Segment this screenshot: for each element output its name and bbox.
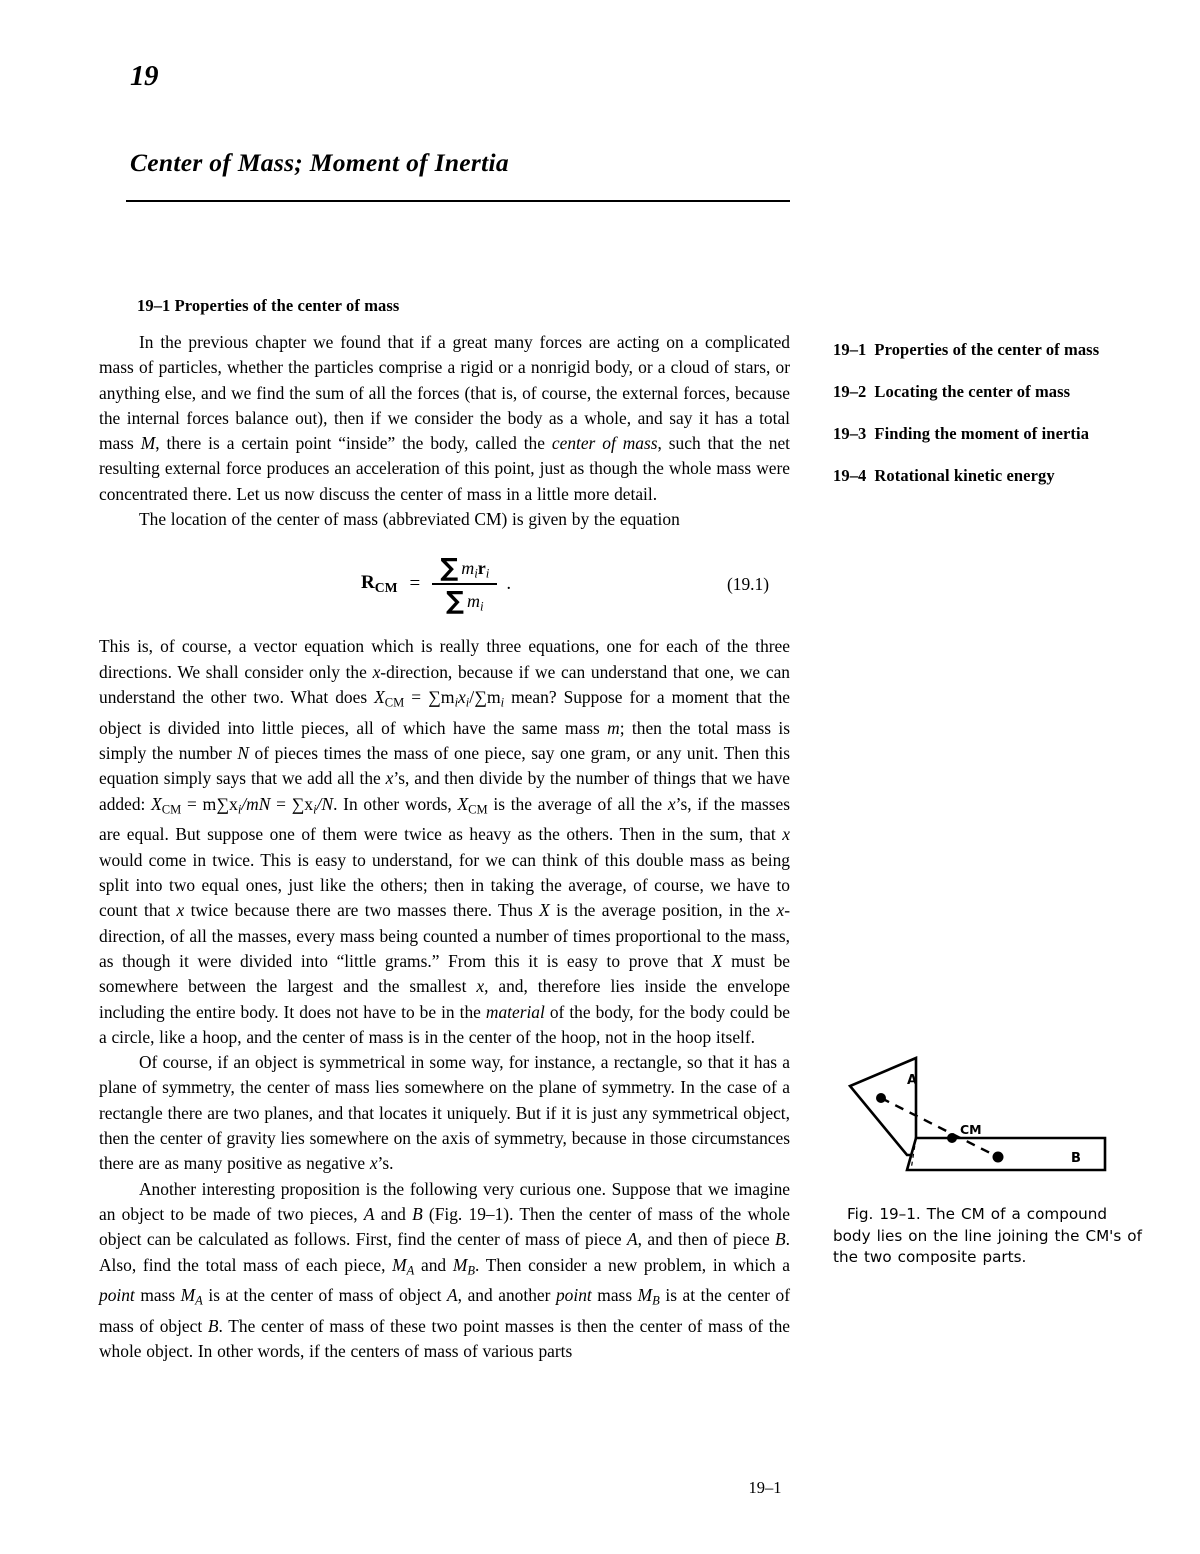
math-sub-i: i bbox=[454, 695, 459, 710]
math-B: B bbox=[412, 1203, 423, 1224]
summation-icon: ∑ bbox=[440, 553, 459, 583]
figure-label-cm: CM bbox=[960, 1122, 982, 1137]
math-x: x bbox=[369, 1153, 378, 1174]
equation-lhs-symbol: R bbox=[361, 572, 375, 594]
math-sub-i: i bbox=[465, 695, 470, 710]
toc-item-number: 19–1 bbox=[833, 340, 867, 359]
text-run: ’s, if the masses are equal. But suppose one of them were twice as heavy as the others. Then in the sum, that bbox=[99, 793, 790, 845]
text-run: Of course, if an object is symmetrical in some way, for instance, a rectangle, so that it has a plane of symmetry, the center of mass lies somewhere on the plane of symmetry. In the case of a rectangle there are two planes, and that locates it uniquely. But if it is just any symmetrical object, then the center of gravity lies somewhere on the axis of symmetry, because in those circumstances there are as many positive as negative bbox=[99, 1052, 790, 1174]
text-run: = bbox=[404, 686, 429, 707]
emphasis-point: point bbox=[555, 1285, 592, 1306]
text-run: mass bbox=[134, 1285, 181, 1306]
math-A: A bbox=[363, 1203, 375, 1224]
toc-item-19-4 bbox=[833, 466, 1163, 486]
math-X: X bbox=[151, 793, 162, 814]
math-B: B bbox=[207, 1316, 219, 1337]
math-x: x bbox=[372, 661, 381, 682]
text-run: (Fig. 19–1). Then the center of mass of the whole object can be calculated as follows. First, find the center of mass of piece bbox=[99, 1203, 791, 1250]
body-column bbox=[99, 296, 790, 1365]
numerator-m: m bbox=[461, 558, 475, 579]
text-run: In the previous chapter we found that if a great many forces are acting on a complicated mass of particles, whether the particles comprise a rigid or a nonrigid body, or a cloud of stars, or anything else, and we find the sum of all the forces (that is, of course, the external forces, because the internal forces balance out), then if we consider the body as a whole, and say it has a total mass bbox=[99, 332, 790, 454]
caption-line-3: the two composite parts. bbox=[833, 1248, 1027, 1266]
toc-item-19-3 bbox=[833, 424, 1163, 444]
text-run: would come in twice. This is easy to understand, for we can think of this double mass as being split into two equal ones, just like the others; then in taking the average, of course, we have to count that bbox=[99, 849, 790, 921]
text-run: is at the center of mass of object bbox=[99, 1285, 790, 1337]
text-run: Another interesting proposition is the following very curious one. Suppose that we imagine an object to be made of two pieces, bbox=[99, 1178, 790, 1224]
cm-point-a bbox=[876, 1093, 886, 1103]
paragraph-location-lead bbox=[99, 507, 790, 532]
math-x: x bbox=[782, 824, 790, 845]
math-sum-m: ∑m bbox=[428, 686, 455, 707]
math-X-sub: CM bbox=[161, 802, 182, 817]
math-X: X bbox=[374, 686, 385, 707]
math-x: x bbox=[458, 686, 466, 707]
text-run: of the body, for the body could be a circle, like a hoop, and the center of mass is in the center of the hoop, not in the hoop itself. bbox=[99, 1001, 790, 1047]
toc-item-label: Rotational kinetic energy bbox=[874, 466, 1055, 485]
math-X-sub: CM bbox=[384, 695, 405, 710]
text-run: and bbox=[374, 1203, 413, 1224]
text-run: twice because there are two masses there. Thus bbox=[184, 900, 540, 921]
text-run: and bbox=[414, 1254, 453, 1275]
math-x: x bbox=[385, 768, 394, 789]
math-x: x bbox=[776, 900, 785, 921]
summation-icon: ∑ bbox=[446, 585, 464, 615]
text-run: ; then the total mass is simply the number bbox=[99, 717, 790, 764]
paragraph-symmetry bbox=[99, 1050, 790, 1176]
paragraph-two-pieces bbox=[99, 1177, 790, 1365]
text-run: , there is a certain point “inside” the body, called the bbox=[155, 433, 552, 454]
text-run: . The center of mass of these two point masses is then the center of mass of the whole object. In other words, if the centers of mass of various parts bbox=[99, 1316, 790, 1362]
equation-equals: = bbox=[409, 573, 421, 595]
cm-point-composite bbox=[947, 1133, 957, 1143]
text-run: The location of the center of mass (abbreviated CM) is given by the equation bbox=[139, 509, 680, 530]
math-X: X bbox=[457, 793, 469, 814]
cm-point-b bbox=[993, 1152, 1004, 1163]
denominator-m-sub: i bbox=[479, 598, 484, 614]
math-X: X bbox=[711, 950, 723, 971]
text-run: mass bbox=[591, 1285, 638, 1306]
emphasis-point: point bbox=[99, 1285, 135, 1306]
equation-period: . bbox=[506, 573, 512, 595]
denominator-m: m bbox=[466, 590, 480, 611]
caption-line-2: body lies on the line joining the CM's of bbox=[833, 1226, 1142, 1245]
math-A: A bbox=[627, 1229, 638, 1250]
math-x: x bbox=[476, 976, 485, 997]
figure-19-1-artwork bbox=[833, 1040, 1163, 1190]
equation-fraction bbox=[432, 552, 497, 615]
math-M-sub-A: A bbox=[195, 1293, 203, 1308]
math-M: M bbox=[637, 1285, 653, 1306]
figure-19-1-caption bbox=[833, 1204, 1151, 1269]
math-M: M bbox=[140, 433, 156, 454]
numerator-r: r bbox=[477, 558, 486, 579]
math-B: B bbox=[775, 1229, 786, 1250]
equation-number: (19.1) bbox=[727, 574, 770, 595]
chapter-contents-list bbox=[833, 340, 1163, 508]
math-x: x bbox=[667, 793, 676, 814]
toc-item-number: 19–2 bbox=[833, 382, 867, 401]
math-N: N bbox=[237, 743, 249, 764]
header-divider bbox=[126, 200, 790, 202]
text-run: mean? Suppose for a moment that the object is divided into little pieces, all of which have the same mass bbox=[99, 686, 790, 738]
chapter-number: 19 bbox=[130, 60, 158, 92]
text-run: . In other words, bbox=[333, 793, 458, 814]
display-equation-19-1 bbox=[99, 546, 790, 620]
page-number bbox=[0, 1478, 1200, 1498]
text-run: is at the center of mass of object bbox=[202, 1285, 448, 1306]
page-number-text: 19–1 bbox=[748, 1478, 782, 1497]
emphasis-center-of-mass: center of mass bbox=[551, 433, 658, 454]
math-M: M bbox=[180, 1285, 196, 1306]
math-A: A bbox=[447, 1285, 458, 1306]
text-run: , such that the net resulting external force produces an acceleration of this point, just as though the whole mass were concentrated there. Let us now discuss the center of mass in a little more detail. bbox=[99, 433, 790, 504]
toc-item-label: Finding the moment of inertia bbox=[874, 424, 1090, 443]
math-sum-x: ∑x bbox=[291, 793, 314, 814]
text-run: is the average of all the bbox=[487, 793, 668, 814]
text-run: is the average position, in the bbox=[549, 900, 777, 921]
toc-item-19-2 bbox=[833, 382, 1163, 402]
math-over-mN: /mN bbox=[241, 793, 271, 814]
toc-item-number: 19–4 bbox=[833, 466, 867, 485]
text-run: , and, therefore lies inside the envelope including the entire body. It does not have to be in the bbox=[99, 976, 790, 1022]
paragraph-vector-equation bbox=[99, 634, 790, 1050]
chapter-title: Center of Mass; Moment of Inertia bbox=[130, 148, 509, 177]
numerator-m-sub: i bbox=[474, 566, 478, 581]
math-X: X bbox=[539, 900, 550, 921]
math-sub-i: i bbox=[237, 802, 242, 817]
equation-numerator bbox=[432, 552, 497, 583]
math-M-sub-B: B bbox=[467, 1263, 475, 1277]
text-run: This is, of course, a vector equation which is really three equations, one for each of the three directions. We shall consider only the bbox=[99, 636, 790, 682]
text-run: -direction, because if we can understand that one, we can understand the other two. What does bbox=[99, 661, 790, 707]
math-sum-m: /∑m bbox=[469, 686, 501, 707]
math-X-sub: CM bbox=[468, 802, 488, 817]
equation-lhs bbox=[361, 572, 398, 596]
text-run: . Also, find the total mass of each piece, bbox=[99, 1229, 791, 1275]
paragraph-properties-intro bbox=[99, 330, 790, 507]
text-run: ’s, and then divide by the number of things that we have added: bbox=[99, 768, 790, 814]
equation-denominator bbox=[438, 585, 492, 616]
math-m: m bbox=[607, 717, 620, 738]
math-M: M bbox=[452, 1254, 468, 1275]
text-run: of pieces times the mass of one piece, say one gram, or any unit. Then this equation simply says that we add all the bbox=[99, 743, 790, 789]
toc-item-label: Locating the center of mass bbox=[874, 382, 1071, 401]
toc-item-19-1 bbox=[833, 340, 1163, 360]
toc-item-label: Properties of the center of mass bbox=[874, 340, 1100, 359]
caption-line-1: Fig. 19–1. The CM of a compound bbox=[847, 1205, 1108, 1223]
math-sub-i: i bbox=[500, 695, 505, 710]
math-M-sub-B: B bbox=[652, 1293, 660, 1308]
text-run: . Then consider a new problem, in which a bbox=[474, 1254, 790, 1275]
text-run: , and then of piece bbox=[637, 1229, 776, 1250]
math-msum-x: m∑x bbox=[202, 793, 238, 814]
figure-label-b: B bbox=[1071, 1151, 1081, 1166]
text-run: = bbox=[270, 793, 292, 814]
text-run: must be somewhere between the largest and the smallest bbox=[99, 950, 790, 997]
figure-19-1 bbox=[833, 1040, 1163, 1269]
text-run: ’s. bbox=[377, 1153, 394, 1174]
text-run: , and another bbox=[457, 1285, 556, 1306]
text-run: = bbox=[181, 793, 203, 814]
compound-body-diagram bbox=[833, 1040, 1163, 1190]
figure-label-a: A bbox=[907, 1073, 918, 1088]
toc-item-number: 19–3 bbox=[833, 424, 867, 443]
numerator-r-sub: i bbox=[485, 566, 490, 581]
equation-lhs-subscript: CM bbox=[374, 579, 398, 595]
emphasis-material: material bbox=[485, 1001, 545, 1022]
math-over-N: /N bbox=[316, 793, 334, 814]
math-sub-i: i bbox=[313, 802, 317, 817]
math-M-sub-A: A bbox=[406, 1263, 415, 1277]
math-x: x bbox=[176, 900, 185, 921]
math-M: M bbox=[392, 1254, 407, 1275]
text-run: -direction, of all the masses, every mass being counted a number of times proportional to the mass, as though it were divided into “little grams.” From this it is easy to prove that bbox=[99, 900, 790, 971]
equation-expression bbox=[361, 552, 511, 615]
section-heading: 19–1 Properties of the center of mass bbox=[137, 296, 400, 315]
